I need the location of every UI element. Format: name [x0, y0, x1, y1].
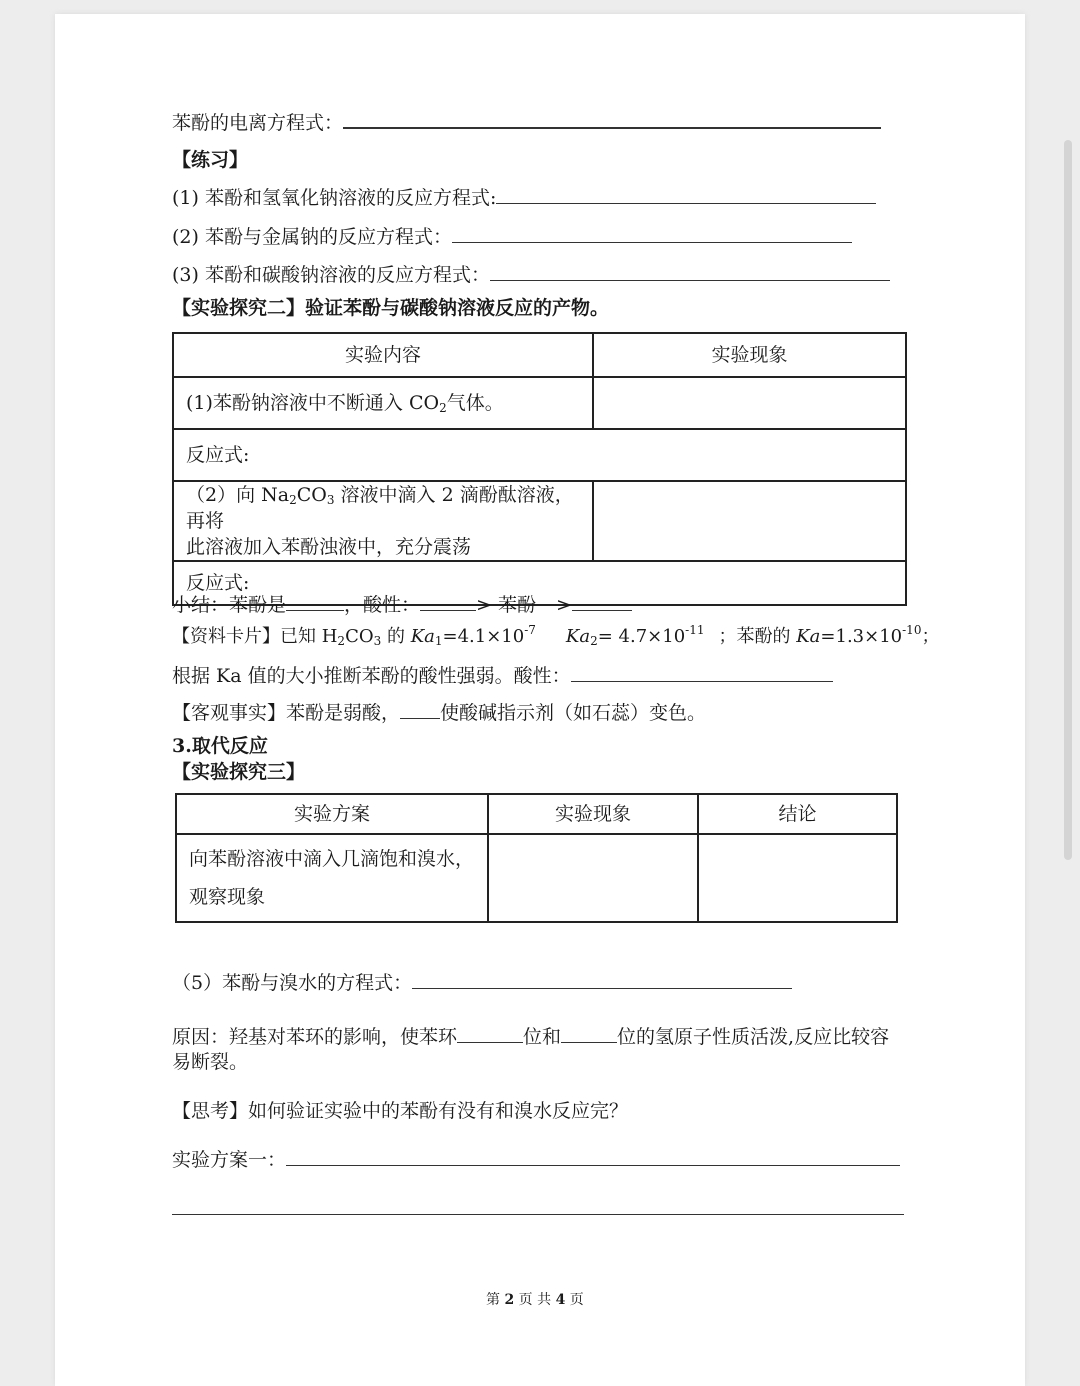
exp2-reaction-row-1: [173, 429, 906, 481]
exp2-row-1-phenomenon[interactable]: [593, 377, 906, 429]
exp2-header-phenomenon: 实验现象: [593, 333, 906, 377]
exp2-row-1-content: [173, 377, 593, 429]
summary-blank-1[interactable]: [286, 594, 344, 611]
summary-text-2: ，酸性：: [344, 594, 421, 616]
summary-blank-2[interactable]: [420, 594, 476, 611]
practice-item-1-text: (1) 苯酚和氢氧化钠溶液的反应方程式:: [172, 187, 497, 209]
reason-text-a: 原因：羟基对苯环的影响，使苯环: [172, 1026, 458, 1048]
summary-text-1: 小结：苯酚是: [172, 594, 287, 616]
reason-text-b: 位和: [523, 1026, 562, 1048]
data-card-sub1: 2: [337, 634, 346, 648]
data-card-e: = 4.7×10: [597, 626, 686, 647]
data-card-sup3: -10: [902, 623, 922, 637]
infer-label: 根据 Ka 值的大小推断苯酚的酸性强弱。酸性：: [172, 665, 571, 687]
reason-text-c: 位的氢原子性质活泼,反应比较容: [617, 1026, 890, 1048]
reason-line-2: 易断裂。: [172, 1051, 249, 1073]
ionization-line: [172, 111, 881, 135]
exp2-row-1-text: (1)苯酚钠溶液中不断通入 CO: [186, 392, 440, 414]
exp2-heading: 【实验探究二】验证苯酚与碳酸钠溶液反应的产物。: [172, 297, 610, 319]
scrollbar-thumb[interactable]: [1064, 140, 1072, 860]
data-card-ka-sub2: 2: [590, 634, 598, 648]
exp3-header-conclusion: 结论: [698, 794, 897, 834]
fact-blank[interactable]: [400, 702, 440, 719]
infer-line: [172, 664, 833, 688]
infer-blank[interactable]: [571, 665, 833, 682]
data-card-ka3: Ka: [796, 626, 821, 647]
exp2-row-2-line-2: 此溶液加入苯酚浊液中，充分震荡: [186, 536, 472, 558]
footer-page: 2: [504, 1292, 515, 1308]
practice-heading: 【练习】: [172, 149, 249, 171]
exp2-row-1: [173, 377, 906, 429]
exp3-header-row: [176, 794, 897, 834]
reason-line-1: [172, 1025, 889, 1049]
data-card-f: ；苯酚的: [718, 626, 797, 647]
data-card-ka-sub1: 1: [434, 634, 443, 648]
exp2-row-1-post: 气体。: [446, 392, 504, 414]
data-card-sub2: 3: [373, 634, 382, 648]
data-card-line: [172, 625, 939, 649]
exp2-row-2-phenomenon[interactable]: [593, 481, 906, 561]
data-card-a: 【资料卡片】已知 H: [172, 626, 338, 647]
exp2-row-2-sub2: 3: [326, 493, 335, 507]
exp2-header-row: [173, 333, 906, 377]
exp2-header-content: 实验内容: [173, 333, 593, 377]
exp3-plan-line-2: 观察现象: [189, 886, 266, 908]
data-card-d: =4.1×10: [442, 626, 525, 647]
data-card-ka2: Ka: [565, 626, 591, 647]
exp3-phenomenon[interactable]: [488, 834, 698, 922]
footer-total: 4: [555, 1292, 566, 1308]
fact-line: [172, 701, 706, 725]
plan1-blank[interactable]: [286, 1149, 900, 1166]
exp3-conclusion[interactable]: [698, 834, 897, 922]
exp2-row-2-line-1: [186, 482, 580, 534]
reason-blank-2[interactable]: [561, 1026, 617, 1043]
summary-text-3: > 苯酚: [476, 594, 536, 616]
plan1-blank-line-2[interactable]: [172, 1198, 904, 1215]
practice-item-1-blank[interactable]: [496, 187, 876, 204]
exp3-header-phenomenon: 实验现象: [488, 794, 698, 834]
data-card-h: ；: [921, 626, 940, 647]
fact-text-1: 【客观事实】苯酚是弱酸，: [172, 702, 401, 724]
exp3-row: [176, 834, 897, 922]
practice-item-3: [172, 263, 890, 287]
exp3-header-plan: 实验方案: [176, 794, 488, 834]
fact-text-2: 使酸碱指示剂（如石蕊）变色。: [440, 702, 707, 724]
practice-item-2-blank[interactable]: [452, 226, 852, 243]
section3-title: 3.取代反应: [172, 735, 268, 757]
footer-a: 第: [486, 1292, 500, 1308]
footer-c: 页: [569, 1292, 584, 1308]
practice-item-3-text: (3) 苯酚和碳酸钠溶液的反应方程式：: [172, 264, 490, 286]
exp2-reaction-1[interactable]: 反应式:: [173, 429, 906, 481]
eq5-blank[interactable]: [412, 972, 792, 989]
exp2-row-2-b: CO: [296, 484, 327, 506]
document-page: [55, 14, 1025, 1386]
plan1-label: 实验方案一：: [172, 1149, 287, 1171]
data-card-sup2: -11: [685, 623, 705, 637]
data-card-sup1: -7: [524, 623, 536, 637]
exp2-row-1-sub: 2: [439, 401, 447, 415]
practice-item-3-blank[interactable]: [490, 264, 890, 281]
summary-text-4: >: [556, 594, 572, 616]
exp2-row-2-content: [173, 481, 593, 561]
exp3-plan: [176, 834, 488, 922]
summary-blank-3[interactable]: [572, 594, 632, 611]
practice-item-2-text: (2) 苯酚与金属钠的反应方程式：: [172, 226, 452, 248]
practice-item-1: [172, 186, 876, 210]
data-card-c: 的: [381, 626, 411, 647]
plan1-line: [172, 1148, 900, 1172]
exp2-row-2: [173, 481, 906, 561]
data-card-ka1: Ka: [410, 626, 435, 647]
ionization-label: 苯酚的电离方程式：: [172, 112, 344, 134]
page-footer: [486, 1289, 584, 1309]
exp2-reaction-2[interactable]: 反应式:: [173, 561, 906, 605]
ionization-blank[interactable]: [343, 111, 881, 129]
section3-heading: 【实验探究三】: [172, 761, 306, 783]
exp3-table: [175, 793, 898, 923]
exp3-plan-line-1: 向苯酚溶液中滴入几滴饱和溴水，: [189, 848, 475, 870]
exp2-row-2-a: （2）向 Na: [186, 484, 290, 506]
reason-blank-1[interactable]: [457, 1026, 523, 1043]
exp2-row-2-c: 溶液中滴入 2 滴酚酞溶液，再将: [186, 484, 574, 532]
exp2-table: [172, 332, 907, 606]
summary-line: [172, 593, 632, 617]
footer-b: 页 共: [518, 1292, 552, 1308]
think-line: 【思考】如何验证实验中的苯酚有没有和溴水反应完？: [172, 1100, 629, 1122]
exp2-row-2-sub1: 2: [289, 493, 297, 507]
eq5-label: （5）苯酚与溴水的方程式：: [172, 972, 413, 994]
data-card-b: CO: [345, 626, 374, 647]
practice-item-2: [172, 225, 852, 249]
eq5-line: [172, 971, 792, 995]
data-card-g: =1.3×10: [820, 626, 903, 647]
